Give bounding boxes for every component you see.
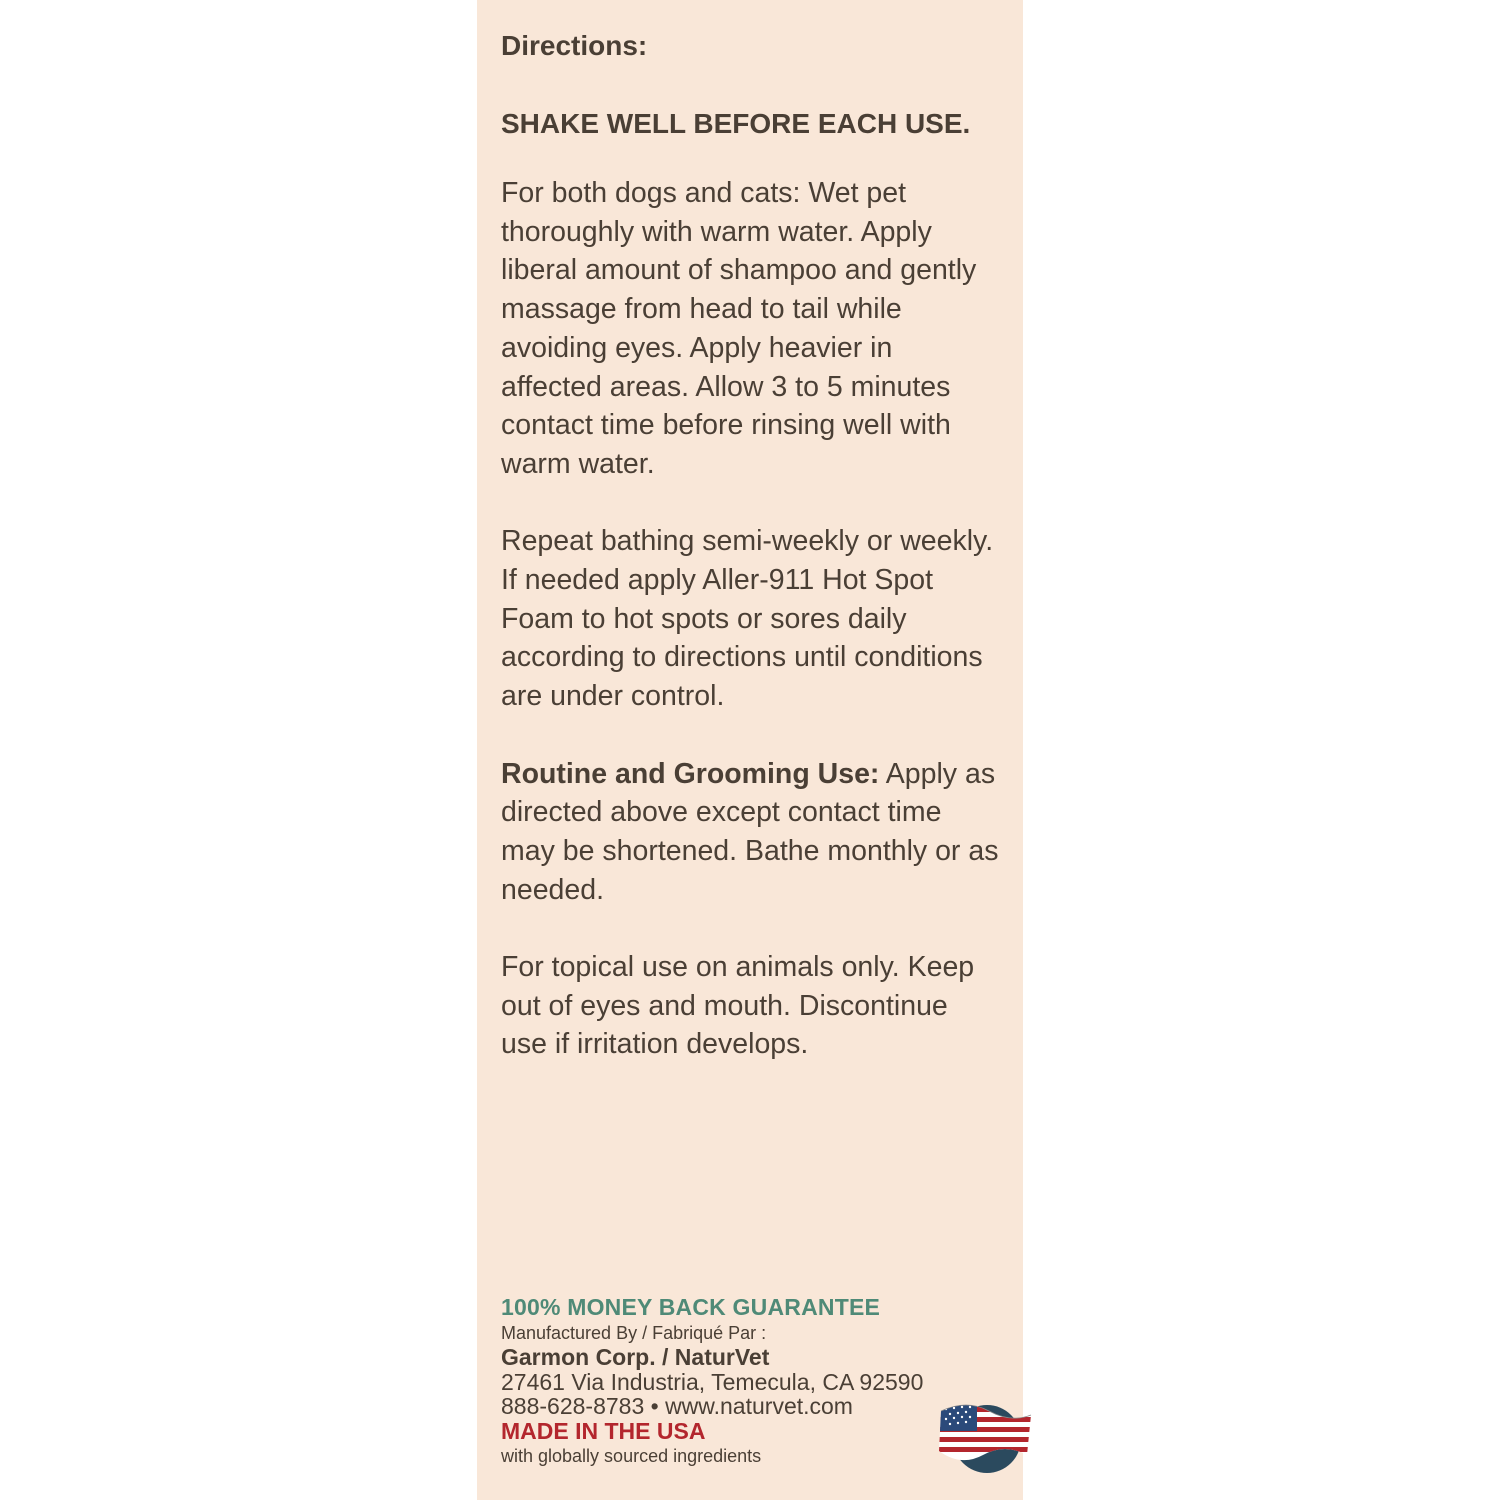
manufactured-by-label: Manufactured By / Fabriqué Par : <box>501 1323 767 1343</box>
globally-sourced-note: with globally sourced ingredients <box>501 1446 762 1466</box>
shake-notice: SHAKE WELL BEFORE EACH USE. <box>501 108 971 139</box>
made-in-usa: MADE IN THE USA <box>501 1418 706 1444</box>
manufacturer-name: Garmon Corp. / NaturVet <box>501 1344 770 1370</box>
directions-paragraph-3 <box>501 755 1001 910</box>
directions-section <box>501 28 1001 1064</box>
directions-paragraph-1: For both dogs and cats: Wet pet thoroughly with warm water. Apply liberal amount of shampoo and gently massage from head to tail while avoiding eyes. Apply heavier in affected areas. Allow 3 to 5 minutes contact time before rinsing well with warm water. <box>501 177 977 480</box>
routine-grooming-lead: Routine and Grooming Use: <box>501 757 880 790</box>
label-panel <box>477 0 1023 1500</box>
money-back-guarantee: 100% MONEY BACK GUARANTEE <box>501 1294 881 1320</box>
usa-flag-icon <box>937 1397 1033 1477</box>
directions-paragraph-4: For topical use on animals only. Keep out of eyes and mouth. Discontinue use if irritation develops. <box>501 951 975 1061</box>
manufacturer-address: 27461 Via Industria, Temecula, CA 92590 <box>501 1369 924 1395</box>
manufacturer-footer <box>501 1292 1021 1468</box>
directions-heading: Directions: <box>501 30 648 61</box>
directions-paragraph-2: Repeat bathing semi-weekly or weekly. If needed apply Aller-911 Hot Spot Foam to hot spots or sores daily according to directions until conditions are under control. <box>501 525 994 713</box>
routine-grooming-body: Apply as directed above except contact time may be shortened. Bathe monthly or as needed. <box>501 757 999 906</box>
manufacturer-contact: 888-628-8783 • www.naturvet.com <box>501 1393 853 1419</box>
